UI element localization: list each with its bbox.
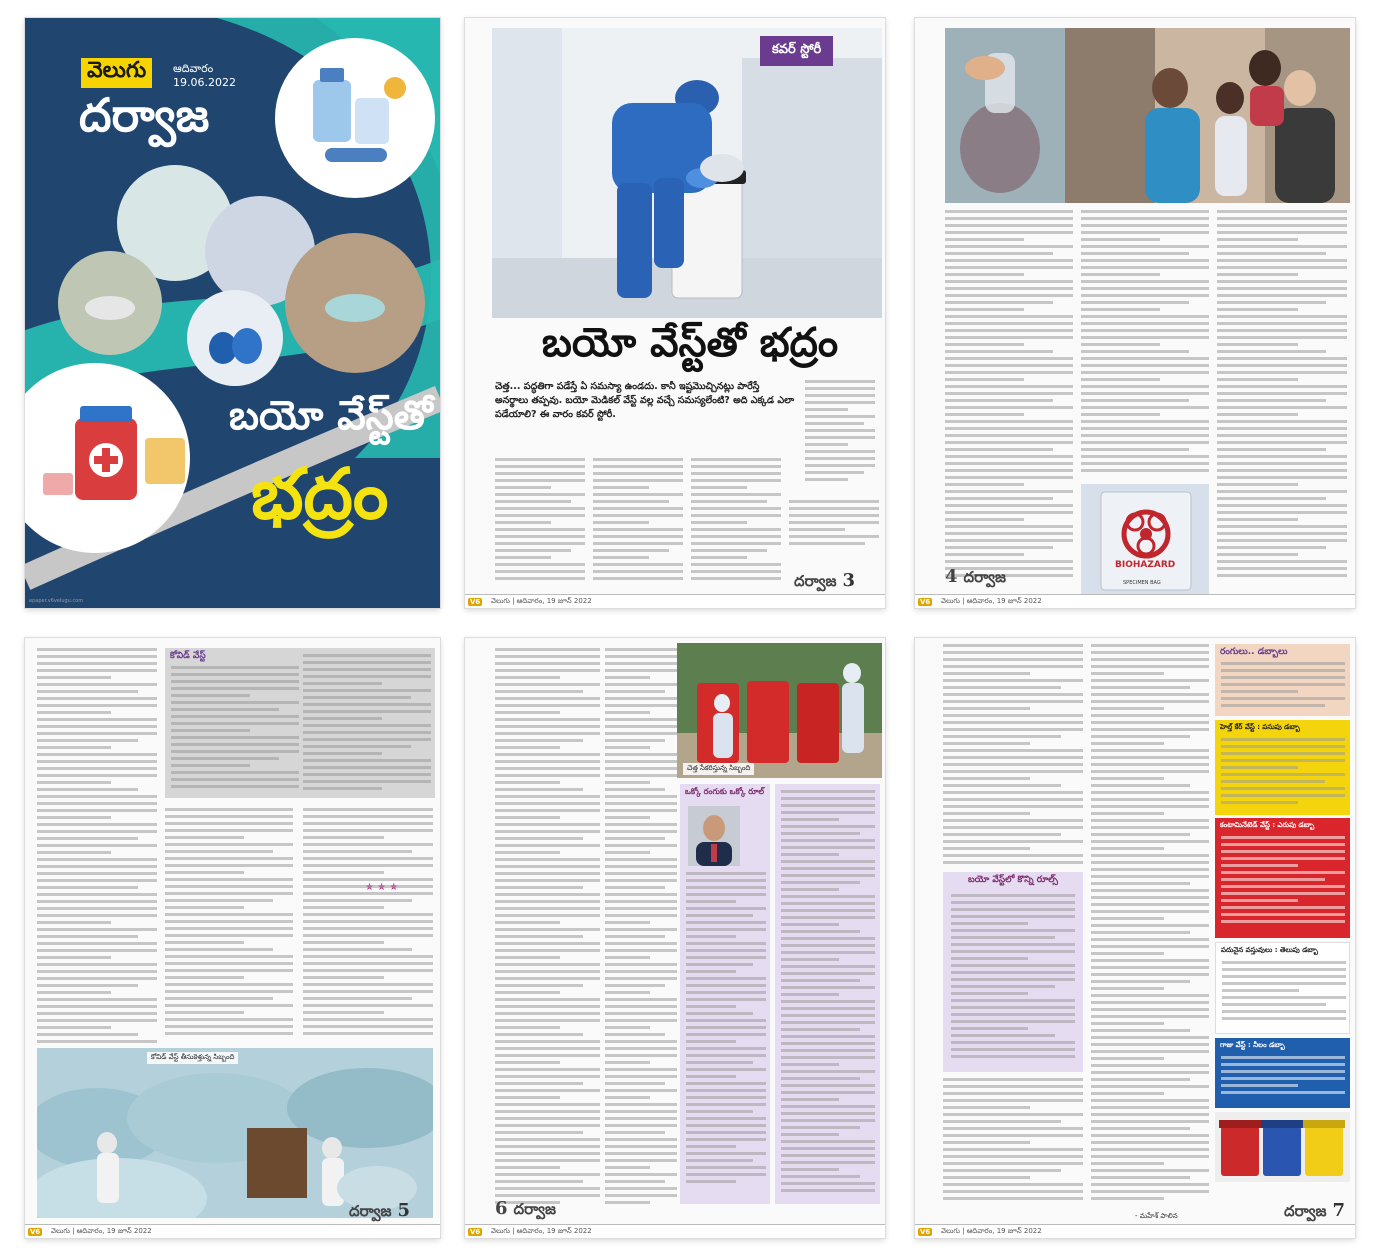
- page-4: [915, 18, 1355, 608]
- nurse-photo: [492, 28, 882, 318]
- p7-rules-box: [943, 872, 1083, 1072]
- white-bin-box: [1215, 942, 1350, 1034]
- p6-velugu-logo: V6: [470, 1228, 481, 1236]
- p5-footer: వెలుగు | ఆదివారం, 19 జూన్ 2022: [25, 1224, 440, 1238]
- cover-page: [25, 18, 440, 608]
- p5-brand: దర్వాజ 5: [348, 1200, 410, 1221]
- white-bin-title: పదునైన వస్తువులు : తెలుపు డబ్బా: [1221, 946, 1318, 954]
- p3-headline: బయో వేస్ట్‌తో భద్రం: [541, 320, 839, 366]
- blue-bin-body: [1221, 1056, 1345, 1104]
- specimen-bag-label: SPECIMEN BAG: [1123, 580, 1161, 586]
- cover-headline-2: భద్రం: [251, 453, 389, 535]
- p6-side-box: [775, 784, 880, 1204]
- p5-body-col-1: [37, 648, 157, 1048]
- page-3: [465, 18, 885, 608]
- cover-headline-1: బయో వేస్ట్‌తో: [229, 393, 433, 439]
- p6-box-body: [686, 872, 766, 1197]
- yellow-bin-body: [1221, 738, 1345, 810]
- p3-body-col-2: [593, 458, 683, 588]
- biohazard-bag-photo: [1081, 484, 1209, 594]
- p5-page-number: 5: [397, 1200, 410, 1221]
- p4-velugu-logo: V6: [920, 598, 931, 606]
- blue-bin-box: [1215, 1038, 1350, 1108]
- cover-url: epaper.v6velugu.com: [29, 598, 84, 604]
- nurse-family-photo: [1065, 28, 1350, 203]
- p5-body-col-2: [165, 808, 293, 1043]
- colors-bins-title: రంగులు.. డబ్బాలు: [1220, 647, 1288, 657]
- p3-body-col-4: [789, 500, 879, 550]
- waste-bag-photo: [945, 28, 1065, 203]
- covid-box-body-1: [171, 666, 299, 794]
- p3-body-col-a: [805, 380, 875, 495]
- red-bin-body: [1221, 836, 1345, 932]
- p3-brand: దర్వాజ 3: [793, 570, 855, 591]
- red-bin-title: కంటామినేటెడ్ వేస్ట్ : ఎరుపు డబ్బా: [1220, 821, 1315, 829]
- cover-day: ఆదివారం: [173, 62, 214, 75]
- page-7: [915, 638, 1355, 1238]
- blue-bin-title: గాజు వేస్ట్ : నీలం డబ్బా: [1220, 1041, 1285, 1049]
- p4-body-col-3: [1217, 210, 1347, 585]
- page-6: [465, 638, 885, 1238]
- p4-body-col-1: [945, 210, 1073, 585]
- p3-page-number: 3: [842, 570, 855, 591]
- p6-brand: 6 దర్వాజ: [495, 1198, 557, 1219]
- p6-photo-caption: చెత్త సేకరిస్తున్న సిబ్బంది: [683, 763, 754, 775]
- cover-story-tag: కవర్ స్టోరీ: [760, 36, 833, 66]
- covid-waste-box: [165, 648, 435, 798]
- p7-body-col-2: [1091, 644, 1209, 1204]
- p7-velugu-logo: V6: [920, 1228, 931, 1236]
- covid-waste-photo: [37, 1048, 433, 1218]
- waste-collection-photo: [677, 643, 882, 778]
- biohazard-label: BIOHAZARD: [1115, 560, 1176, 570]
- p3-intro: చెత్త... పద్ధతిగా పడేస్తే ఏ సమస్యా ఉండదు. కానీ ఇష్టమొచ్చినట్లు పారేస్తే అనర్థాలు తప్పవు. బయో మెడికల్ వేస్ట్ వల్ల వచ్చే సమస్యలేంటి? అది ఎక్కడ ఎలా పడేయాలి? ఈ వారం కవర్ స్టోరీ.: [495, 381, 795, 420]
- colors-bins-box: [1215, 644, 1350, 716]
- colors-bins-body: [1221, 662, 1345, 712]
- p6-footer: వెలుగు | ఆదివారం, 19 జూన్ 2022: [465, 1224, 885, 1238]
- p4-page-number: 4: [945, 566, 958, 587]
- p7-page-number: 7: [1332, 1200, 1345, 1221]
- colored-bins-photo: [1215, 1112, 1350, 1182]
- yellow-bin-title: హెల్త్ కేర్ వేస్ట్ : పసుపు డబ్బా: [1220, 723, 1300, 731]
- yellow-bin-box: [1215, 720, 1350, 815]
- p3-footer: వెలుగు | ఆదివారం, 19 జూన్ 2022: [465, 594, 885, 608]
- red-bin-box: [1215, 818, 1350, 938]
- covid-box-title: కోవిడ్ వేస్ట్: [170, 651, 206, 661]
- p6-body-col-2: [605, 648, 677, 1208]
- p7-author: - మహేశ్ పాలిన: [1135, 1212, 1178, 1220]
- p6-page-number: 6: [495, 1198, 508, 1219]
- p4-brand: 4 దర్వాజ: [945, 566, 1007, 587]
- cover-masthead: దర్వాజ: [79, 88, 210, 142]
- p4-footer: వెలుగు | ఆదివారం, 19 జూన్ 2022: [915, 594, 1355, 608]
- p7-brand: దర్వాజ 7: [1283, 1200, 1345, 1221]
- p7-body-col-1: [943, 644, 1083, 869]
- p5-photo-caption: కోవిడ్ వేస్ట్ తీసుకెళ్తున్న సిబ్బంది: [147, 1052, 238, 1064]
- p6-rules-box: [680, 784, 770, 1204]
- expert-portrait: [688, 806, 740, 866]
- p4-body-col-2: [1081, 210, 1209, 480]
- p7-box-title: బయో వేస్ట్‌లో కొన్ని రూల్స్: [968, 875, 1058, 885]
- p7-body-col-1b: [943, 1078, 1083, 1208]
- p6-body-col-1: [495, 648, 600, 1208]
- p6-side-body: [781, 790, 875, 1198]
- p7-footer: వెలుగు | ఆదివారం, 19 జూన్ 2022: [915, 1224, 1355, 1238]
- p6-box-title: ఒక్కో రంగుకు ఒక్కో రూల్: [685, 787, 765, 796]
- white-bin-body: [1222, 961, 1346, 1029]
- covid-box-body-2: [303, 654, 431, 794]
- p5-body-col-3: [303, 808, 433, 1043]
- p3-velugu-logo: V6: [470, 598, 481, 606]
- cover-brand-badge: వెలుగు: [81, 58, 152, 88]
- cover-date: 19.06.2022: [173, 76, 236, 89]
- page-5: [25, 638, 440, 1238]
- p5-velugu-logo: V6: [30, 1228, 41, 1236]
- p3-body-col-1: [495, 458, 585, 588]
- p3-body-col-3: [691, 458, 781, 588]
- p7-box-body: [951, 894, 1075, 1066]
